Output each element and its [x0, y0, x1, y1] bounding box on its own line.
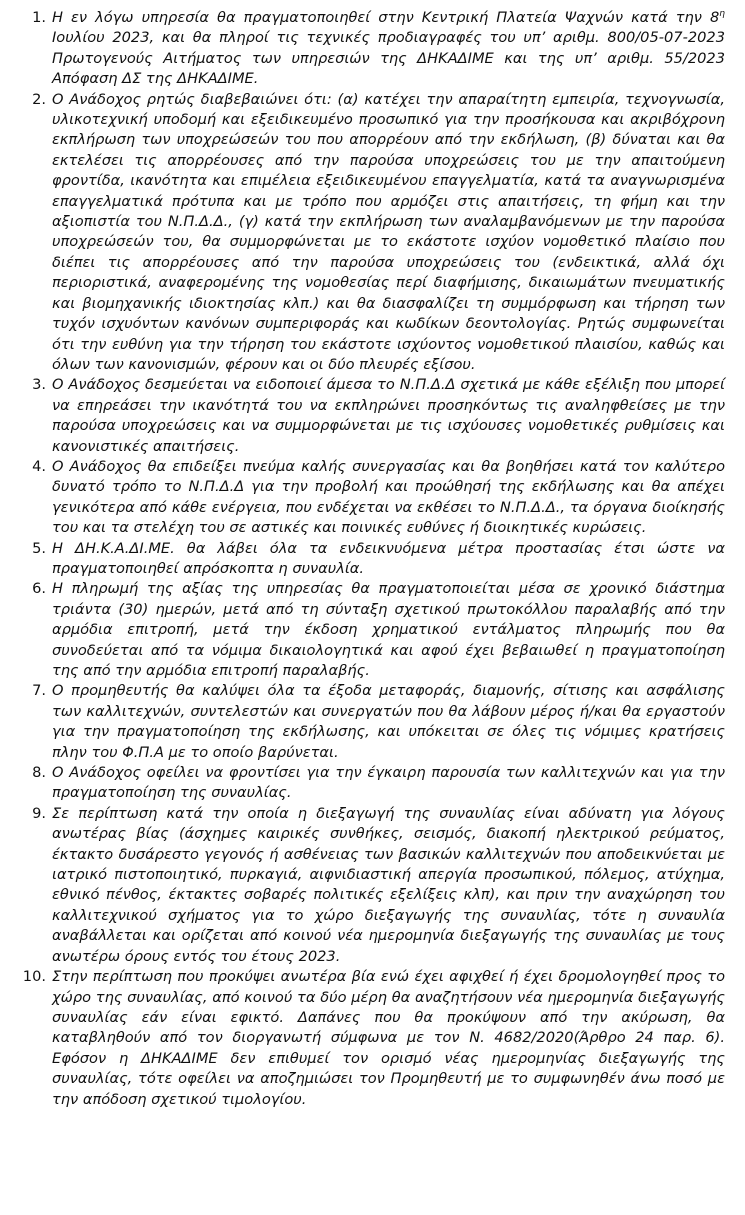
clause-4	[16, 457, 725, 539]
clause-6	[16, 579, 725, 681]
clause-text: Ο Ανάδοχος δεσμεύεται να ειδοποιεί άμεσα το Ν.Π.Δ.Δ σχετικά με κάθε εξέλιξη που μπορεί να επηρεάσει την ικανότητά του να εκπληρώνει προσηκόντως τις αναληφθείσες με την παρούσα υποχρεώσεις και να συμμορφώνεται με τις ισχύουσες νομοθετικές ρυθμίσεις και κανονιστικές απαιτήσεις.	[52, 376, 725, 455]
clause-number: 8.	[32, 764, 46, 782]
clause-10	[16, 967, 725, 1110]
clause-text: Η ΔΗ.Κ.Α.ΔΙ.ΜΕ. θα λάβει όλα τα ενδεικνυόμενα μέτρα προστασίας έτσι ώστε να πραγματοποιηθεί απρόσκοπτα η συναυλία.	[52, 539, 725, 577]
clause-number: 10.	[22, 968, 46, 986]
clause-text: Ο Ανάδοχος ρητώς διαβεβαιώνει ότι: (α) κατέχει την απαραίτητη εμπειρία, τεχνογνωσία, υλικοτεχνική υποδομή και εξειδικευμένο προσωπικό για την προσήκουσα και ακριβόχρονη εκπλήρωση των υποχρεώσεών του που απορρέουν από την εκδήλωση, (β) δύναται και θα εκτελέσει τις απορρέουσες από την παρούσα υποχρεώσεις του με την απαιτούμενη φροντίδα, ικανότητα και επιμέλεια εξειδικευμένου επαγγελματία, κατά τα αναγνωρισμένα επαγγελματικά πρότυπα και με τρόπο που αρμόζει στις απαιτήσεις, τη φήμη και την αξιοπιστία του Ν.Π.Δ.Δ., (γ) κατά την εκπλήρωση των αναλαμβανόμενων με την παρούσα υποχρεώσεών του, θα συμμορφώνεται με το εκάστοτε ισχύον νομοθετικό πλαίσιο που διέπει τις απορρέουσες από την παρούσα υποχρεώσεις του (ενδεικτικά, αλλά όχι περιοριστικά, αναφερομένης της νομοθεσίας περί διαφήμισης, δικαιωμάτων πνευματικής και βιομηχανικής ιδιοκτησίας κλπ.) και θα διασφαλίζει τη συμμόρφωση και τήρηση των τυχόν ισχυόντων κανόνων συμπεριφοράς και κωδίκων δεοντολογίας. Ρητώς συμφωνείται ότι την ευθύνη για την τήρηση του εκάστοτε ισχύοντος νομοθετικού πλαισίου, καθώς και όλων των κανονισμών, φέρουν και οι δύο πλευρές εξίσου.	[52, 90, 725, 373]
clause-text-start: Η εν λόγω υπηρεσία θα πραγματοποιηθεί στην Κεντρική Πλατεία Ψαχνών κατά την 8	[52, 9, 720, 26]
clause-2	[16, 90, 725, 376]
clause-number: 5.	[32, 539, 46, 557]
clause-text: Ο Ανάδοχος θα επιδείξει πνεύμα καλής συνεργασίας και θα βοηθήσει κατά τον καλύτερο δυνατό τρόπο το Ν.Π.Δ.Δ για την προβολή και προώθησή της εκδήλωσης και θα απέχει γενικότερα από κάθε ενέργεια, που ενδέχεται να εκθέσει το Ν.Π.Δ.Δ., τα όργανα διοίκησής του και τα στελέχη του σε αστικές και ποινικές ευθύνες ή διοικητικές κυρώσεις.	[52, 457, 725, 537]
clause-number: 2.	[32, 90, 46, 108]
clause-8	[16, 763, 725, 804]
clause-text: Στην περίπτωση που προκύψει ανωτέρα βία ενώ έχει αφιχθεί ή έχει δρομολογηθεί προς το χώρο της συναυλίας, από κοινού τα δύο μέρη θα αναζητήσουν νέα ημερομηνία διεξαγωγής συναυλίας εάν είναι εφικτό. Δαπάνες που θα προκύψουν από την ακύρωση, θα καταβληθούν από τον διοργανωτή σύμφωνα με τον Ν. 4682/2020(Άρθρο 24 παρ. 6). Εφόσον η ΔΗΚΑΔΙΜΕ δεν επιθυμεί τον ορισμό νέας ημερομηνίας διεξαγωγής της συναυλίας, τότε οφείλει να αποζημιώσει τον Προμηθευτή με το συμφωνηθέν άνω ποσό με την απόδοση σχετικού τιμολογίου.	[52, 968, 725, 1108]
clause-5	[16, 539, 725, 580]
clause-number: 4.	[32, 457, 46, 475]
clause-number: 1.	[32, 9, 46, 26]
clause-text: Η πληρωμή της αξίας της υπηρεσίας θα πραγματοποιείται μέσα σε χρονικό διάστημα τριάντα (30) ημερών, μετά από τη σύνταξη σχετικού πρωτοκόλλου παραλαβής από την αρμόδια επιτροπή, μετά την έκδοση χρηματικού εντάλματος πληρωμής που θα συνοδεύεται από τα νόμιμα δικαιολογητικά και αφού έχει βεβαιωθεί η πραγματοποίηση της από την αρμόδια επιτροπή παραλαβής.	[52, 580, 725, 679]
clause-number: 9.	[32, 804, 46, 822]
clause-7	[16, 681, 725, 763]
ordinal-superscript: η	[719, 9, 725, 20]
clause-3	[16, 375, 725, 457]
clause-1	[16, 8, 725, 90]
clause-text-end: Ιουλίου 2023, και θα πληροί τις τεχνικές προδιαγραφές του υπ’ αριθμ. 800/05-07-2023 Πρωτογενούς Αιτήματος των υπηρεσιών της ΔΗΚΑΔΙΜΕ και της υπ’ αριθμ. 55/2023 Απόφαση ΔΣ της ΔΗΚΑΔΙΜΕ.	[52, 29, 725, 88]
clauses-list	[16, 8, 725, 1110]
clause-number: 6.	[32, 580, 46, 598]
clause-9	[16, 804, 725, 967]
clause-number: 7.	[32, 682, 46, 700]
clause-text: Ο προμηθευτής θα καλύψει όλα τα έξοδα μεταφοράς, διαμονής, σίτισης και ασφάλισης των καλλιτεχνών, συντελεστών και συνεργατών που θα λάβουν μέρος ή/και θα εργαστούν για την πραγματοποίηση της εκδήλωσης, και υπόκειται σε όλες τις νόμιμες κρατήσεις πλην του Φ.Π.Α με το οποίο βαρύνεται.	[52, 682, 725, 761]
clause-number: 3.	[32, 376, 46, 394]
clause-text	[52, 8, 725, 90]
clause-text: Σε περίπτωση κατά την οποία η διεξαγωγή της συναυλίας είναι αδύνατη για λόγους ανωτέρας βίας (άσχημες καιρικές συνθήκες, σεισμός, διακοπή ηλεκτρικού ρεύματος, έκτακτο δυσάρεστο γεγονός ή ασθένειας των βασικών καλλιτεχνών που αποδεικνύεται με ιατρικό πιστοποιητικό, πυρκαγιά, αιφνιδιαστική απεργία προσωπικού, πόλεμος, ατύχημα, εθνικό πένθος, έκτακτες σοβαρές πολιτικές εξελίξεις κλπ), και πριν την αναχώρηση του καλλιτεχνικού σχήματος για το χώρο διεξαγωγής της συναυλίας, τότε η συναυλία αναβάλλεται και ορίζεται από κοινού νέα ημερομηνία διεξαγωγής της συναυλίας με τους ανωτέρω όρους εντός του έτους 2023.	[52, 804, 725, 965]
clause-text: Ο Ανάδοχος οφείλει να φροντίσει για την έγκαιρη παρουσία των καλλιτεχνών και για την πραγματοποίηση της συναυλίας.	[52, 764, 725, 802]
